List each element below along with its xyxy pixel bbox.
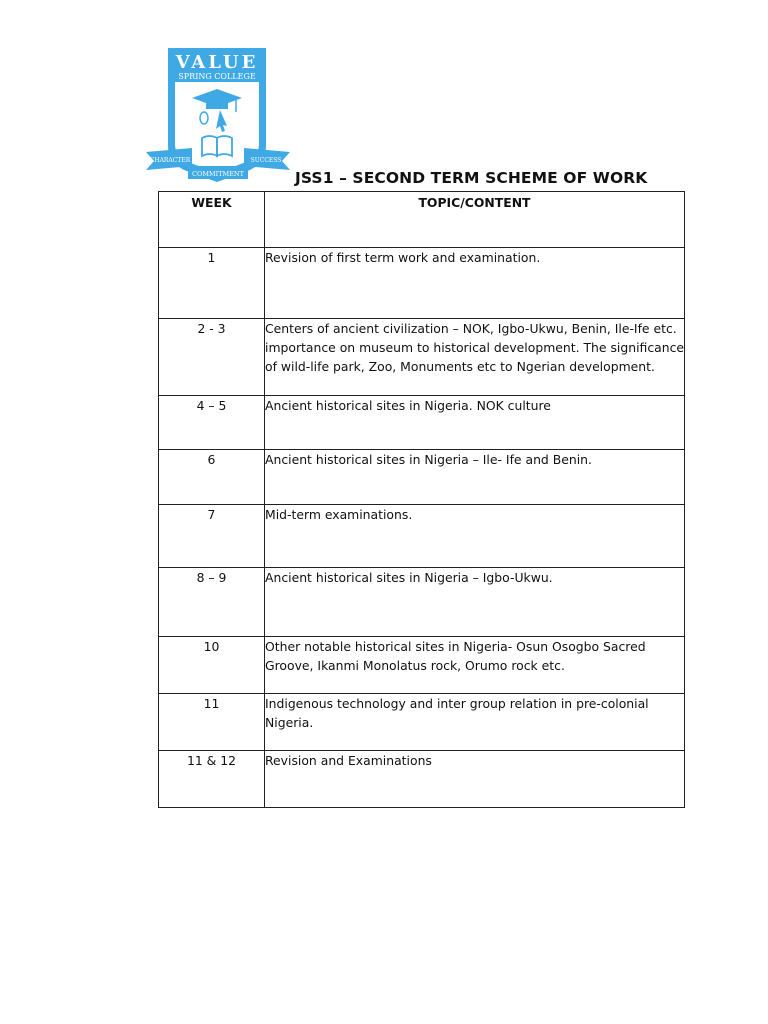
topic-cell: Other notable historical sites in Nigeria- Osun Osogbo Sacred Groove, Ikanmi Monolatus rock, Orumo rock etc. — [265, 637, 685, 694]
topic-cell: Revision of first term work and examination. — [265, 248, 685, 319]
week-cell: 2 - 3 — [159, 319, 265, 396]
week-cell: 7 — [159, 505, 265, 568]
week-column-header: WEEK — [159, 192, 265, 248]
table-header-row — [159, 192, 685, 248]
week-cell: 4 – 5 — [159, 396, 265, 450]
topic-cell: Revision and Examinations — [265, 751, 685, 808]
document-title: JSS1 – SECOND TERM SCHEME OF WORK — [295, 169, 648, 187]
topic-cell: Indigenous technology and inter group relation in pre-colonial Nigeria. — [265, 694, 685, 751]
table-row — [159, 396, 685, 450]
table-row — [159, 568, 685, 637]
school-logo — [144, 46, 292, 184]
table-row — [159, 450, 685, 505]
topic-cell: Mid-term examinations. — [265, 505, 685, 568]
topic-cell: Ancient historical sites in Nigeria – Ile- Ife and Benin. — [265, 450, 685, 505]
week-cell: 6 — [159, 450, 265, 505]
logo-name-text: VALUE — [175, 52, 259, 73]
logo-ribbon-right-text: SUCCESS — [250, 157, 282, 164]
logo-ribbon-bottom-text: COMMITMENT — [192, 170, 244, 178]
table-row — [159, 637, 685, 694]
topic-column-header: TOPIC/CONTENT — [265, 192, 685, 248]
week-cell: 8 – 9 — [159, 568, 265, 637]
table-row — [159, 248, 685, 319]
topic-cell: Centers of ancient civilization – NOK, Igbo-Ukwu, Benin, Ile-Ife etc. importance on museum to historical development. The significance of wild-life park, Zoo, Monuments etc to Ngerian development. — [265, 319, 685, 396]
table-row — [159, 319, 685, 396]
school-crest-icon — [144, 46, 292, 184]
logo-ribbon-left-text: CHARACTER — [149, 157, 191, 164]
week-cell: 11 — [159, 694, 265, 751]
table-row — [159, 751, 685, 808]
logo-subname-text: SPRING COLLEGE — [178, 72, 256, 81]
week-cell: 11 & 12 — [159, 751, 265, 808]
topic-cell: Ancient historical sites in Nigeria. NOK culture — [265, 396, 685, 450]
week-cell: 10 — [159, 637, 265, 694]
week-cell: 1 — [159, 248, 265, 319]
table-row — [159, 505, 685, 568]
scheme-of-work-table — [158, 191, 685, 808]
topic-cell: Ancient historical sites in Nigeria – Igbo-Ukwu. — [265, 568, 685, 637]
table-row — [159, 694, 685, 751]
